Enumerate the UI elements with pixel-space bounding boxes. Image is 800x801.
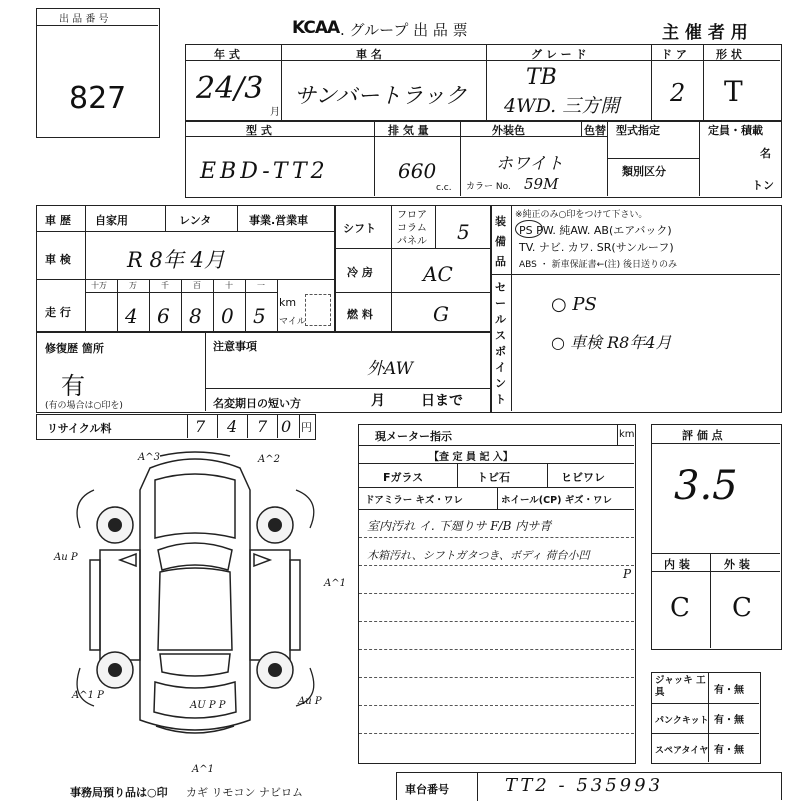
- equipment-label: 装 備 品: [495, 215, 506, 268]
- interior-label: 内 装: [664, 558, 690, 571]
- mileage-digit-label-1k: 千: [161, 281, 169, 290]
- equipment-line-3: ABS ・ 新車保証書←(注) 後日送りのみ: [519, 260, 678, 270]
- car-name-value: サンバートラック: [294, 84, 467, 109]
- name-change-month: 月: [371, 393, 385, 409]
- recycle-digit: 7: [257, 417, 268, 436]
- wheel-label: ホイール(CP) ギズ・ワレ: [501, 495, 613, 506]
- grade-label: グ レ ー ド: [531, 48, 587, 61]
- remark-line-3: P: [623, 567, 632, 581]
- organizer-label: 主 催 者 用: [662, 23, 748, 43]
- repair-block: [36, 331, 492, 413]
- score-label: 評 価 点: [682, 429, 723, 442]
- brand-logo: KCAA: [292, 18, 340, 38]
- office-items-label: 事務局預り品は○印: [70, 786, 168, 799]
- mileage-digit-label-100k: 十万: [91, 281, 107, 290]
- mileage-digit: 4: [125, 304, 138, 328]
- meter-label: 現メーター指示: [375, 430, 452, 443]
- color-value: ホワイト: [496, 154, 564, 174]
- damage-mark-left: Au P: [54, 552, 78, 563]
- sales-point-1: ○ PS: [551, 294, 597, 315]
- meter-block: [358, 424, 636, 764]
- model-value: EBD-TT2: [200, 159, 329, 184]
- mileage-digit-label-10: 十: [225, 281, 233, 290]
- tool-spare-tire-value: 有・無: [714, 745, 744, 756]
- year-value: 24/3: [196, 71, 264, 106]
- tool-spare-tire-label: スペアタイヤ: [655, 746, 709, 756]
- lot-number-box: [36, 8, 160, 138]
- history-option-private: 自家用: [95, 214, 128, 227]
- meter-unit: km: [619, 429, 635, 440]
- vehicle-info-row1: [185, 44, 782, 122]
- tool-puncture-kit-label: パンクキット: [655, 716, 709, 726]
- chassis-number-value: TT2 - 535993: [505, 775, 664, 796]
- tools-block: [651, 672, 761, 764]
- shift-option-column: コラム: [397, 223, 427, 234]
- mileage-digit: 0: [221, 304, 234, 328]
- drivetrain-block: [334, 205, 492, 333]
- cc-unit: c.c.: [436, 183, 452, 193]
- recycle-digit: 0: [281, 417, 292, 436]
- displacement-value: 660: [398, 159, 437, 183]
- grade-value-1: TB: [526, 65, 557, 90]
- doors-value: 2: [670, 79, 686, 107]
- name-change-label: 名変期日の短い方: [213, 397, 301, 410]
- mileage-digit: 5: [253, 304, 266, 328]
- exterior-label: 外 装: [724, 558, 750, 571]
- office-items-list: カギ リモコン ナビロム: [186, 786, 303, 799]
- mileage-mile-box: [305, 294, 331, 326]
- equipment-line-1: PS PW. 純AW. AB(エアバック): [519, 224, 672, 237]
- interior-value: C: [670, 593, 690, 623]
- notes-value: 外AW: [367, 359, 414, 379]
- tool-jack-label: ジャッキ 工 具: [655, 675, 706, 698]
- shape-label: 形 状: [716, 48, 742, 61]
- remark-line-1: 室内汚れ イ. 下廻りサ F/B 内サ青: [367, 519, 552, 533]
- shift-option-floor: フロア: [397, 210, 427, 221]
- mirror-label: ドアミラー キズ・ワレ: [365, 495, 463, 506]
- year-label: 年 式: [214, 48, 240, 61]
- score-value: 3.5: [674, 463, 738, 509]
- grade-value-2: 4WD. 三方開: [504, 95, 620, 117]
- name-change-day: 日まで: [421, 393, 463, 409]
- repair-value: 有: [61, 372, 85, 400]
- capacity-unit-ton: トン: [752, 179, 774, 192]
- recycle-digit: 7: [195, 417, 206, 436]
- damage-mark-rear-left: A^1 P: [72, 690, 104, 701]
- type-designation-label: 型式指定: [616, 124, 660, 137]
- equipment-block: [490, 205, 782, 413]
- recycle-fee-label: リサイクル料: [47, 422, 112, 435]
- exterior-value: C: [732, 593, 752, 623]
- shift-option-panel: パネル: [397, 236, 427, 247]
- score-block: [651, 424, 782, 650]
- recycle-unit: 円: [301, 421, 312, 434]
- lot-number-label: 出 品 番 号: [59, 14, 109, 25]
- damage-mark-front: A^3: [138, 452, 160, 463]
- chassis-number-label: 車台番号: [405, 783, 449, 796]
- inspection-label: 車 検: [45, 253, 71, 266]
- mileage-digit: 6: [157, 304, 170, 328]
- exterior-color-label: 外装色: [492, 124, 525, 137]
- mileage-digit-label-10k: 万: [129, 281, 137, 290]
- shift-value: 5: [457, 220, 470, 244]
- form-title: . グループ 出 品 票: [340, 21, 468, 39]
- equipment-ps-circle: [515, 220, 543, 238]
- lot-number-value: 827: [69, 81, 127, 116]
- damage-mark-rear-right: Au P: [298, 696, 322, 707]
- sales-point-2: ○ 車検 R8年4月: [551, 333, 672, 352]
- glass-label: Fガラス: [383, 471, 424, 484]
- fuel-value: G: [433, 302, 449, 326]
- repair-note: (有の場合は○印を): [45, 401, 123, 411]
- year-unit: 月: [270, 107, 280, 118]
- tool-jack-value: 有・無: [714, 685, 744, 696]
- equipment-note: ※純正のみ○印をつけて下さい。: [515, 210, 648, 220]
- displacement-label: 排 気 量: [388, 124, 429, 137]
- inspector-label: 【査 定 員 記 入】: [429, 452, 513, 463]
- history-option-rental: レンタ: [179, 214, 212, 227]
- vehicle-damage-diagram: [60, 450, 350, 760]
- chassis-number-box: [396, 772, 782, 800]
- remark-line-2: 木箱汚れ、シフトガタつき、ボディ 荷台小凹: [367, 549, 590, 562]
- history-block: [36, 205, 336, 333]
- crack-label: ヒビワレ: [561, 471, 605, 484]
- mileage-label: 走 行: [45, 306, 71, 319]
- ac-value: AC: [423, 262, 453, 286]
- car-name-label: 車 名: [356, 48, 382, 61]
- shift-label: シフト: [343, 222, 376, 235]
- equipment-line-2: TV. ナビ. カワ. SR(サンルーフ): [519, 241, 674, 254]
- model-label: 型 式: [246, 124, 272, 137]
- mileage-digit: 8: [189, 304, 202, 328]
- doors-label: ド ア: [661, 48, 687, 61]
- chip-label: トビ石: [477, 471, 510, 484]
- mileage-unit-mile: マイル: [279, 317, 306, 327]
- mileage-digit-label-1: 一: [257, 281, 265, 290]
- fuel-label: 燃 料: [347, 308, 373, 321]
- damage-mark-front-right: A^2: [258, 454, 280, 465]
- damage-mark-bumper: A^1: [192, 764, 214, 775]
- shape-value: T: [724, 75, 743, 108]
- tool-puncture-kit-value: 有・無: [714, 715, 744, 726]
- vehicle-info-row2: [185, 120, 782, 198]
- notes-label: 注意事項: [213, 340, 257, 353]
- color-change-label: 色替: [584, 124, 606, 137]
- mileage-unit-km: km: [279, 296, 297, 309]
- damage-mark-rear: AU P P: [190, 700, 226, 711]
- history-label: 車 歴: [45, 214, 71, 227]
- repair-label: 修復歴 箇所: [45, 342, 104, 355]
- mileage-digit-label-100: 百: [193, 281, 201, 290]
- color-no-label: カラー No.: [466, 182, 511, 192]
- damage-mark-right: A^1: [324, 578, 346, 589]
- sales-points-label: セ ー ル ス ポ イ ン ト: [495, 281, 506, 406]
- inspection-value: R 8年 4月: [127, 248, 225, 272]
- recycle-fee-box: [36, 414, 316, 440]
- recycle-digit: 4: [227, 417, 238, 436]
- history-option-business: 事業.営業車: [249, 214, 309, 227]
- capacity-label: 定員・積載: [708, 124, 763, 137]
- ac-label: 冷 房: [347, 266, 373, 279]
- capacity-unit-people: 名: [760, 147, 771, 160]
- color-no-value: 59M: [524, 175, 559, 193]
- category-label: 類別区分: [622, 165, 666, 178]
